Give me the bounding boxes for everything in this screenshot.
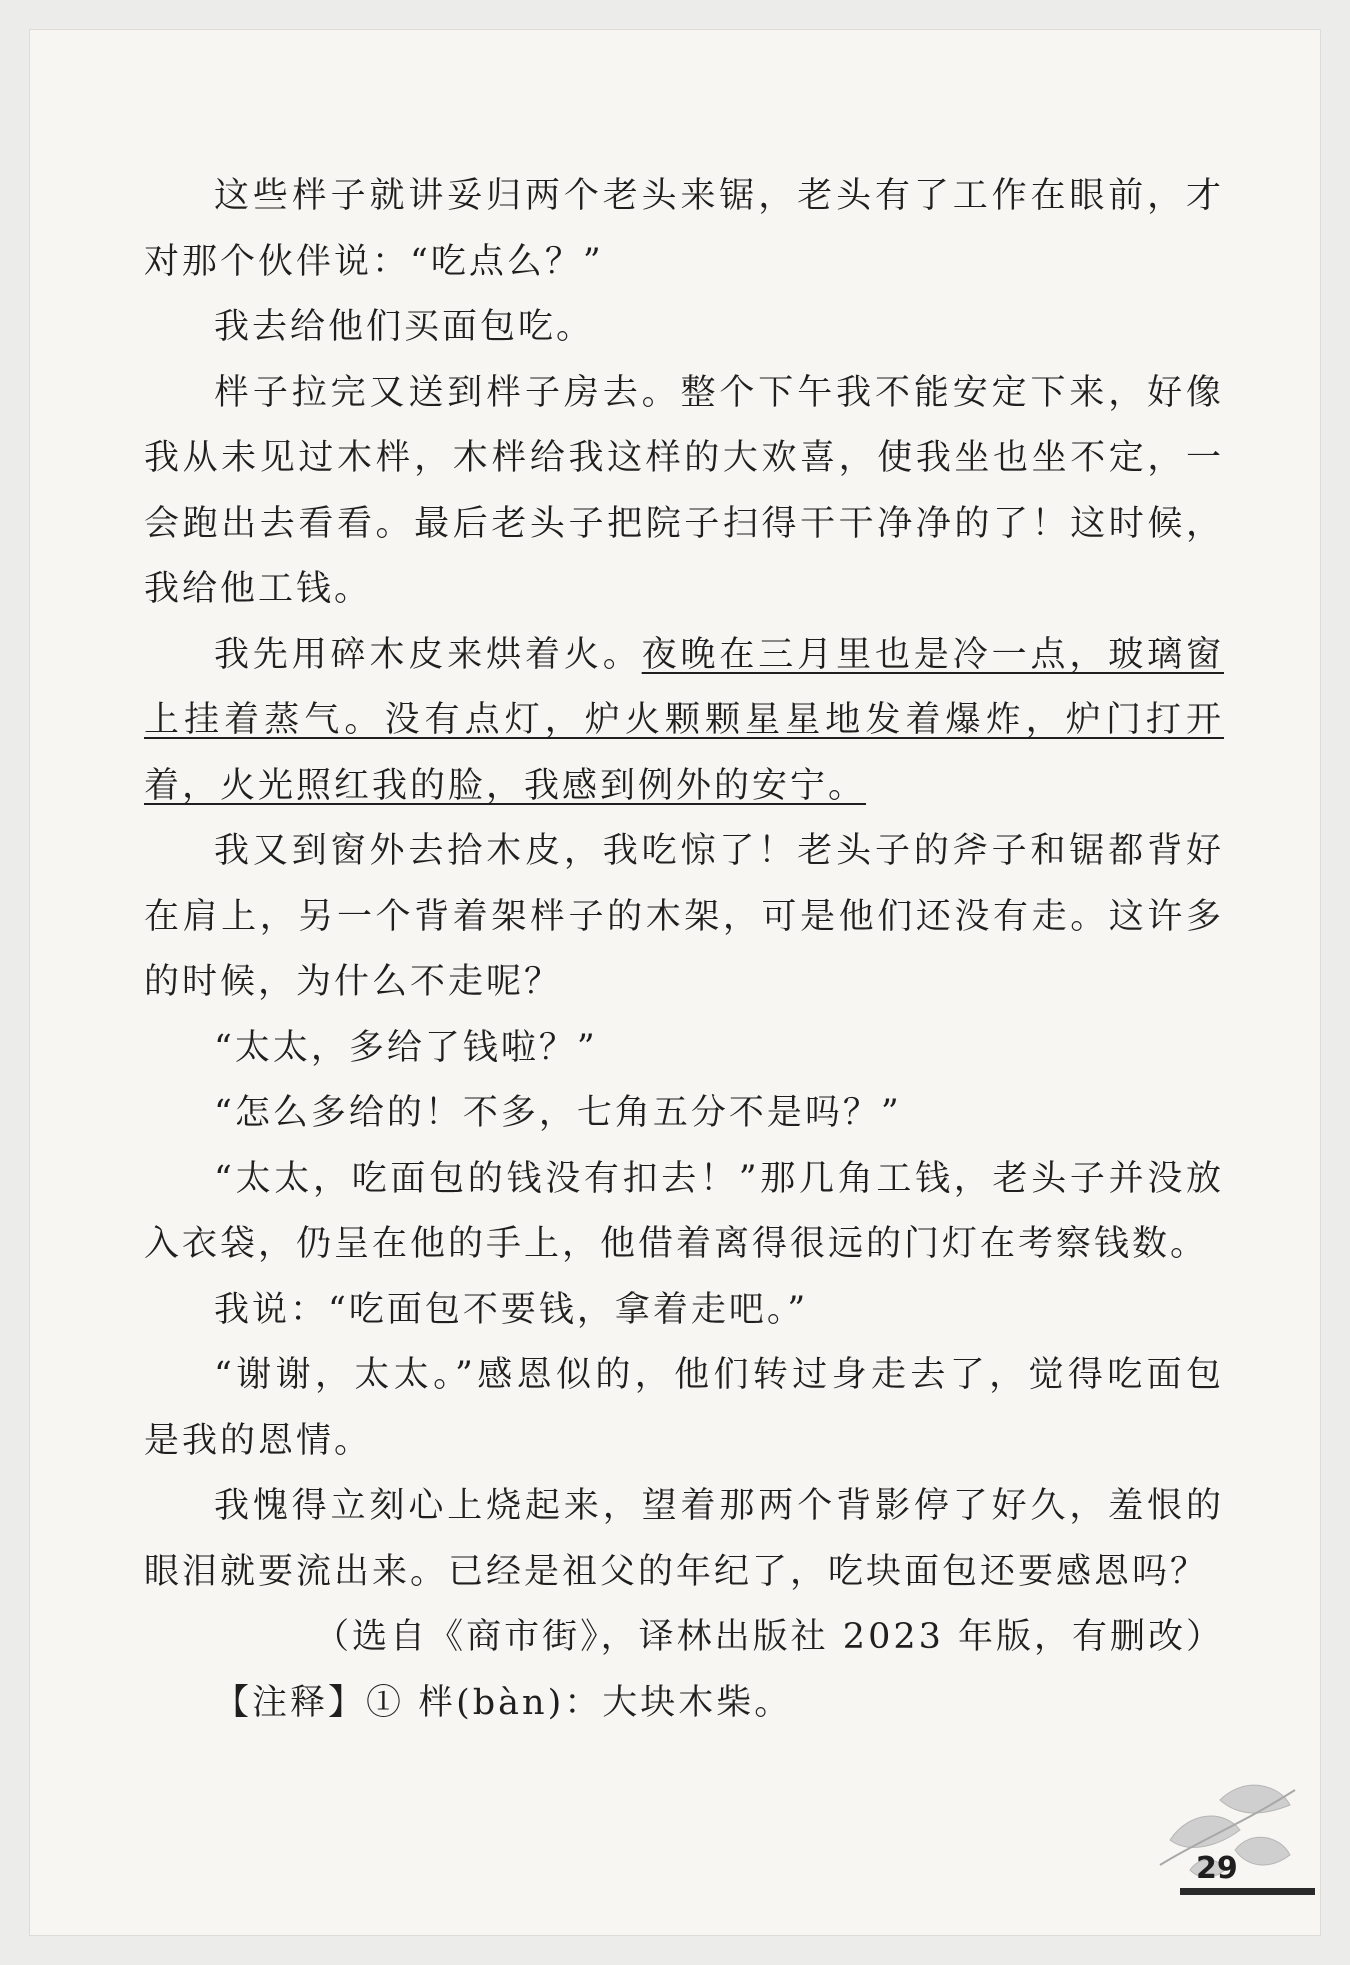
underlined-sentence: 夜晚在三月里也是冷一点，玻璃窗上挂着蒸气。没有点灯，炉火颗颗星星地发着爆炸，炉门打开着，火光照红我的脸，我感到例外的安宁。 — [144, 634, 1224, 806]
page-number: 29 — [1196, 1851, 1238, 1886]
paragraph: 这些柈子就讲妥归两个老头来锯，老头有了工作在眼前，才对那个伙伴说：“吃点么？” — [144, 176, 1224, 282]
paragraph-with-underline — [144, 623, 1224, 820]
footnote: 【注释】① 柈(bàn)：大块木柴。 — [214, 1682, 793, 1723]
paragraph: “太太，吃面包的钱没有扣去！”那几角工钱，老头子并没放入衣袋，仍呈在他的手上，他借着离得很远的门灯在考察钱数。 — [144, 1158, 1224, 1264]
paragraph-lead: 我先用碎木皮来烘着火。 — [214, 634, 642, 675]
paragraph: 柈子拉完又送到柈子房去。整个下午我不能安定下来，好像我从未见过木柈，木柈给我这样的大欢喜，使我坐也坐不定，一会跑出去看看。最后老头子把院子扫得干干净净的了！这时候，我给他工钱。 — [144, 372, 1224, 609]
paragraph: 我又到窗外去拾木皮，我吃惊了！老头子的斧子和锯都背好在肩上，另一个背着架柈子的木架，可是他们还没有走。这许多的时候，为什么不走呢？ — [144, 831, 1224, 1002]
article-body — [144, 164, 1224, 1736]
dialogue-line: 我说：“吃面包不要钱，拿着走吧。” — [214, 1289, 809, 1330]
paragraph: 我去给他们买面包吃。 — [214, 307, 595, 347]
source-citation: （选自《商市街》，译林出版社 2023 年版，有删改） — [314, 1617, 1224, 1657]
paragraph: 我愧得立刻心上烧起来，望着那两个背影停了好久，羞恨的眼泪就要流出来。已经是祖父的年纪了，吃块面包还要感恩吗？ — [144, 1486, 1224, 1592]
paragraph: “谢谢，太太。”感恩似的，他们转过身走去了，觉得吃面包是我的恩情。 — [144, 1355, 1224, 1461]
dialogue-line: “太太，多给了钱啦？” — [214, 1027, 598, 1068]
page-number-bar — [1180, 1888, 1315, 1895]
dialogue-line: “怎么多给的！不多，七角五分不是吗？” — [214, 1093, 902, 1133]
book-page — [30, 30, 1320, 1935]
